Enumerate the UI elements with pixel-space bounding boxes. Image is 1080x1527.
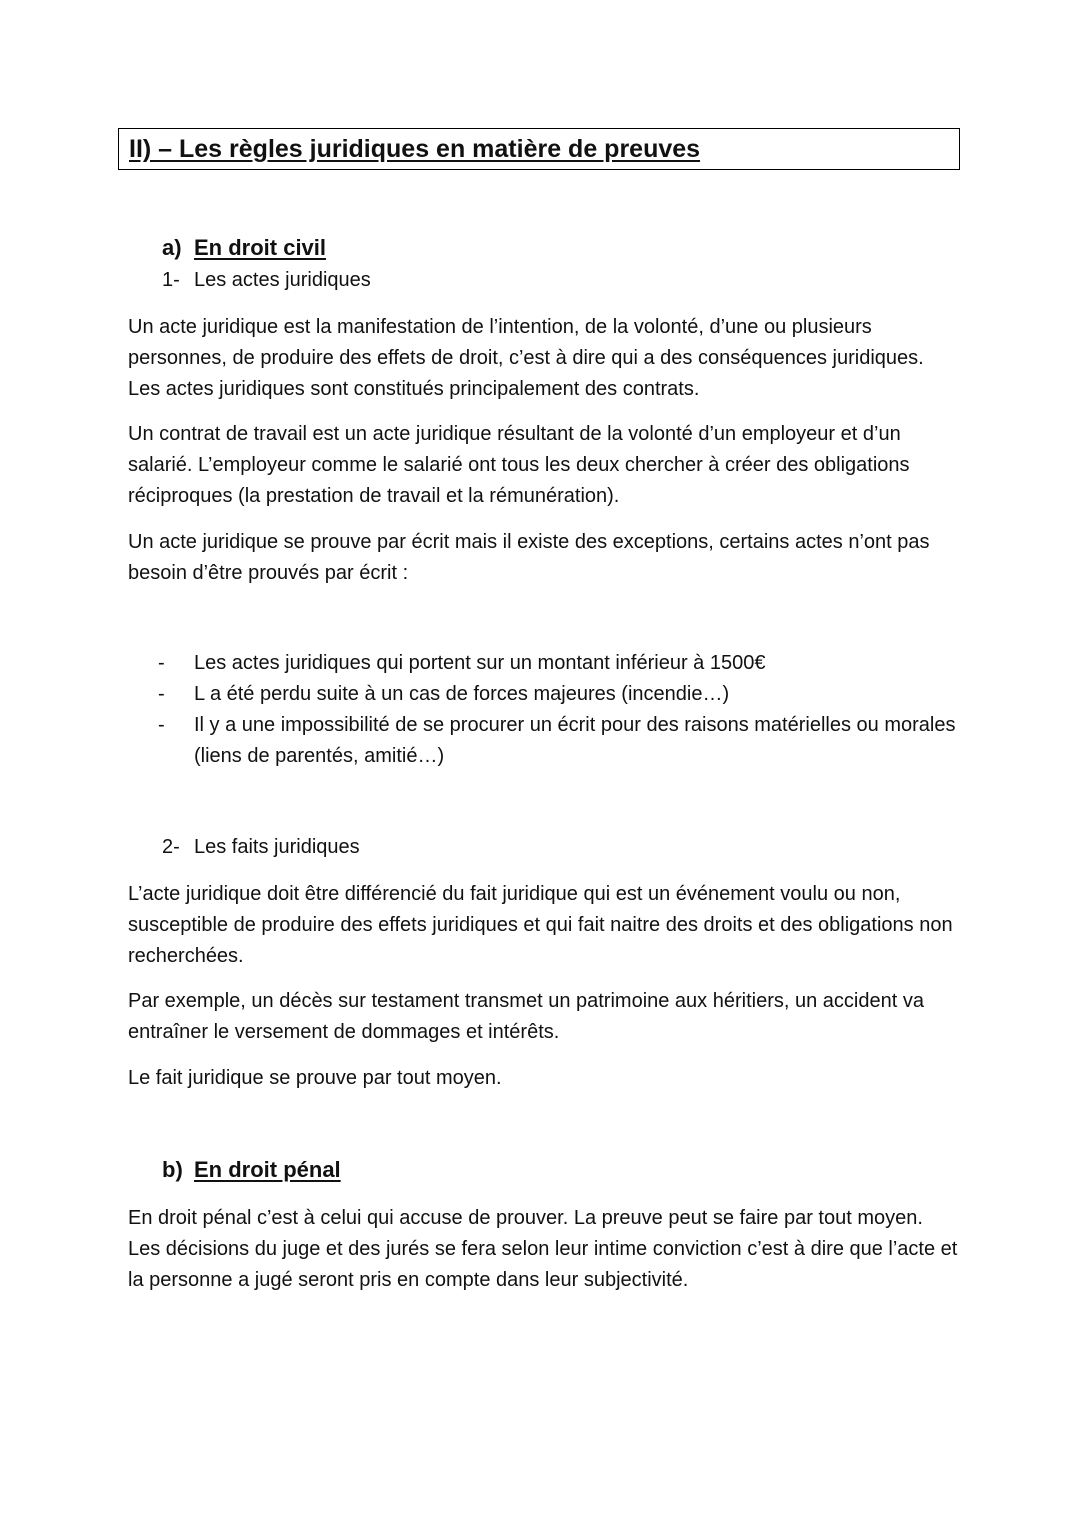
paragraph-acts-definition: Un acte juridique est la manifestation de l’intention, de la volonté, d’une ou plusieurs personnes, de produire des effets de droit, c’est à dire qui a des conséquences juridiques. Les actes juridiques sont constitués principalement des contrats. <box>128 316 924 400</box>
subheading-legal-facts <box>162 836 360 859</box>
heading-penal-label: En droit pénal <box>194 1157 341 1182</box>
bullet-dash: - <box>158 683 165 705</box>
exceptions-list <box>128 648 958 772</box>
facts-title: Les faits juridiques <box>194 836 360 858</box>
acts-number: 1- <box>162 269 180 291</box>
paragraph-facts-example: Par exemple, un décès sur testament transmet un patrimoine aux héritiers, un accident va entraîner le versement de dommages et intérêts. <box>128 990 924 1043</box>
acts-title: Les actes juridiques <box>194 269 371 291</box>
heading-civil-law <box>162 235 326 261</box>
list-item <box>128 648 958 679</box>
facts-number: 2- <box>162 836 180 858</box>
exception-text: Les actes juridiques qui portent sur un montant inférieur à 1500€ <box>194 652 766 674</box>
heading-penal-law <box>162 1157 341 1183</box>
heading-civil-label: En droit civil <box>194 235 327 260</box>
heading-civil-marker: a) <box>162 235 182 260</box>
section-title: II) – Les règles juridiques en matière de preuves <box>129 135 701 163</box>
bullet-dash: - <box>158 714 165 736</box>
exception-text: Il y a une impossibilité de se procurer un écrit pour des raisons matérielles ou morales (liens de parentés, amitié…) <box>194 714 956 767</box>
section-title-box <box>118 128 960 170</box>
paragraph-facts-proof: Le fait juridique se prouve par tout moyen. <box>128 1067 502 1089</box>
subheading-legal-acts <box>162 269 371 292</box>
paragraph-work-contract: Un contrat de travail est un acte juridique résultant de la volonté d’un employeur et d’un salarié. L’employeur comme le salarié ont tous les deux chercher à créer des obligations réciproques (la prestation de travail et la rémunération). <box>128 423 910 507</box>
paragraph-penal: En droit pénal c’est à celui qui accuse de prouver. La preuve peut se faire par tout moyen. Les décisions du juge et des jurés se fera selon leur intime conviction c’est à dire que l’acte et la personne a jugé seront pris en compte dans leur subjectivité. <box>128 1207 958 1291</box>
list-item <box>128 679 958 710</box>
exception-text: L a été perdu suite à un cas de forces majeures (incendie…) <box>194 683 730 705</box>
bullet-dash: - <box>158 652 165 674</box>
paragraph-facts-definition: L’acte juridique doit être différencié du fait juridique qui est un événement voulu ou non, susceptible de produire des effets juridiques et qui fait naitre des droits et des obligations non recherchées. <box>128 883 953 967</box>
heading-penal-marker: b) <box>162 1157 183 1182</box>
list-item <box>128 710 958 772</box>
paragraph-written-proof: Un acte juridique se prouve par écrit mais il existe des exceptions, certains actes n’ont pas besoin d’être prouvés par écrit : <box>128 531 930 584</box>
